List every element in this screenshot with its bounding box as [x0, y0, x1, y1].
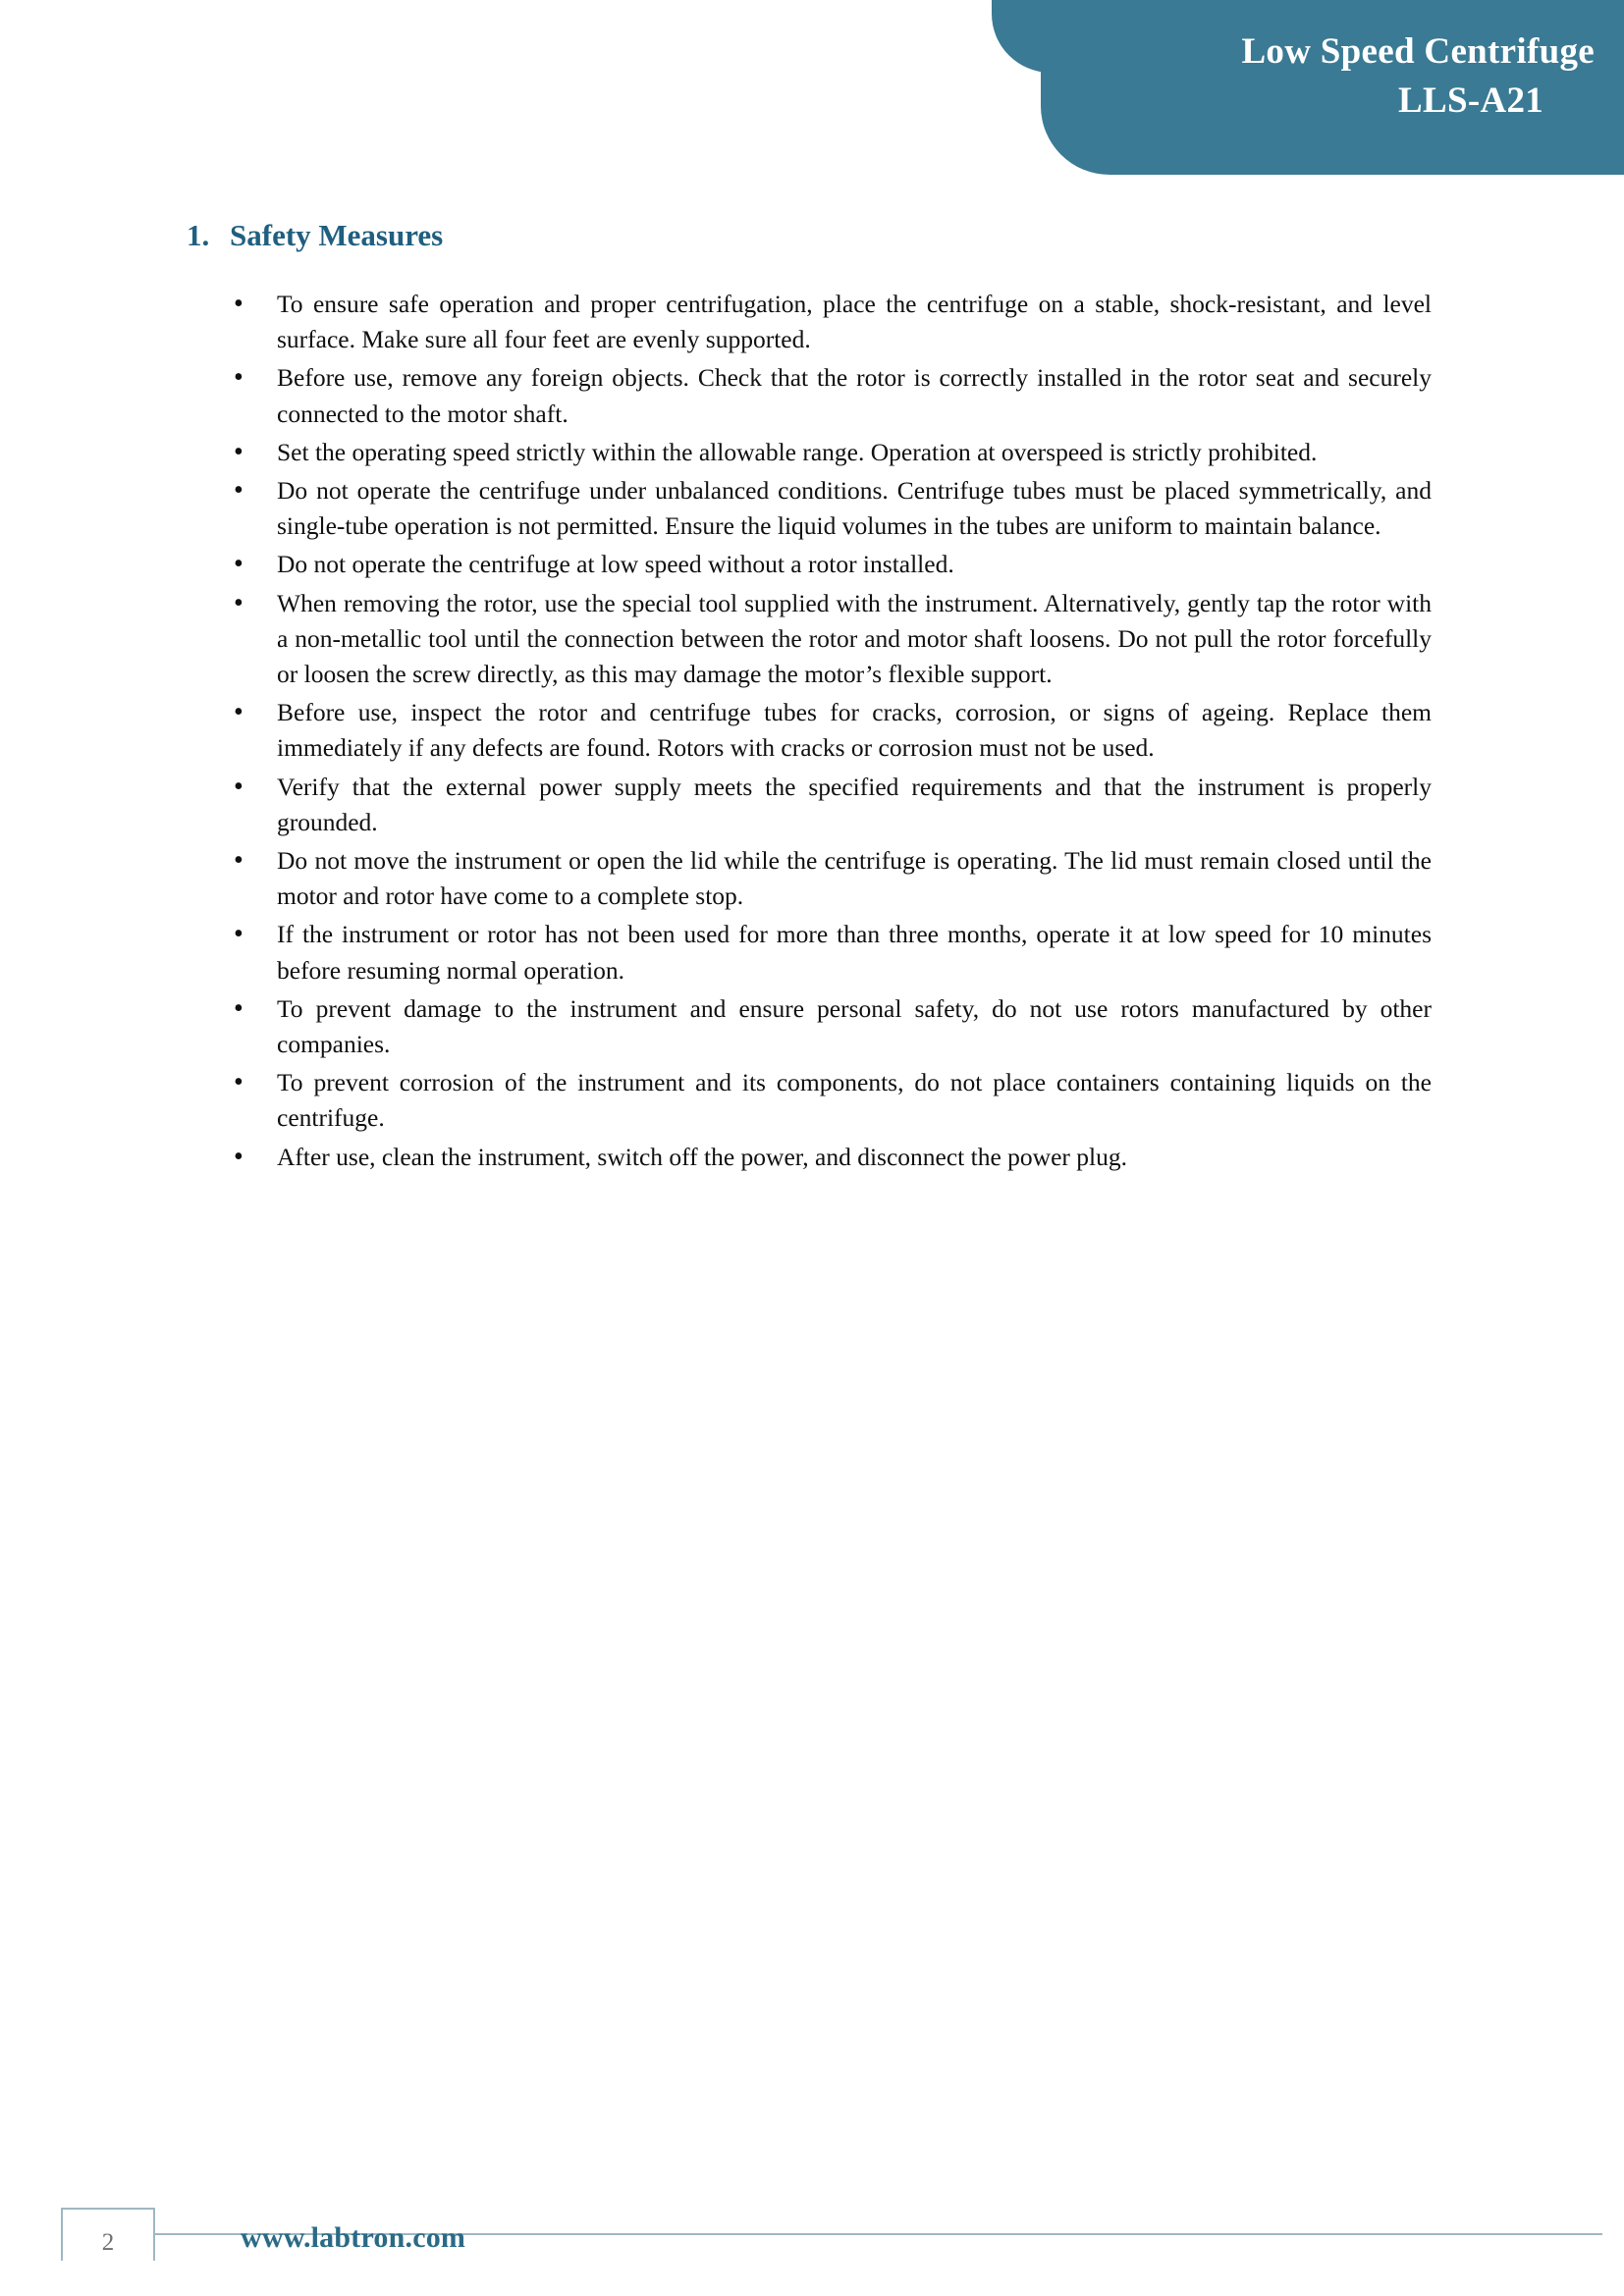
page-number: 2 — [101, 2229, 115, 2256]
list-item: • Set the operating speed strictly within the allowable range. Operation at overspeed is strictly prohibited. — [277, 435, 1443, 470]
list-item: • Verify that the external power supply meets the specified requirements and that the instrument is properly grounded. — [277, 770, 1443, 840]
list-item: • Do not operate the centrifuge at low speed without a rotor installed. — [277, 547, 1443, 582]
page-content — [187, 218, 1443, 1178]
header-text — [1045, 27, 1595, 126]
list-item: • To prevent damage to the instrument and ensure personal safety, do not use rotors manufactured by other companies. — [277, 991, 1443, 1062]
list-item: • To prevent corrosion of the instrument and its components, do not place containers containing liquids on the centrifuge. — [277, 1065, 1443, 1136]
list-item: • Before use, remove any foreign objects. Check that the rotor is correctly installed in the rotor seat and securely connected to the motor shaft. — [277, 360, 1443, 431]
list-item: • To ensure safe operation and proper centrifugation, place the centrifuge on a stable, shock-resistant, and level surface. Make sure all four feet are evenly supported. — [277, 287, 1443, 357]
list-item: • If the instrument or rotor has not been used for more than three months, operate it at low speed for 10 minutes before resuming normal operation. — [277, 917, 1443, 988]
product-title: Low Speed Centrifuge — [1241, 31, 1595, 72]
list-item: • Before use, inspect the rotor and centrifuge tubes for cracks, corrosion, or signs of ageing. Replace them immediately if any defects are found. Rotors with cracks or corrosion must not be used. — [277, 695, 1443, 766]
list-item: • Do not operate the centrifuge under unbalanced conditions. Centrifuge tubes must be placed symmetrically, and single-tube operation is not permitted. Ensure the liquid volumes in the tubes are uniform to maintain balance. — [277, 473, 1443, 544]
website-link[interactable]: www.labtron.com — [241, 2221, 466, 2254]
list-item: • After use, clean the instrument, switch off the power, and disconnect the power plug. — [277, 1140, 1443, 1175]
list-item: • Do not move the instrument or open the lid while the centrifuge is operating. The lid must remain closed until the motor and rotor have come to a complete stop. — [277, 843, 1443, 914]
page-header — [0, 0, 1624, 187]
page-footer — [0, 2168, 1624, 2296]
section-title-text: Safety Measures — [230, 218, 444, 252]
page-title — [187, 218, 1443, 253]
list-item: • When removing the rotor, use the special tool supplied with the instrument. Alternatively, gently tap the rotor with a non-metallic tool until the connection between the rotor and motor shaft loosens. Do not pull the rotor forcefully or loosen the screw directly, as this may damage the motor’s flexible support. — [277, 586, 1443, 693]
safety-measures-list — [187, 287, 1443, 1175]
product-model: LLS-A21 — [1398, 80, 1544, 121]
section-number: 1. — [187, 218, 210, 252]
